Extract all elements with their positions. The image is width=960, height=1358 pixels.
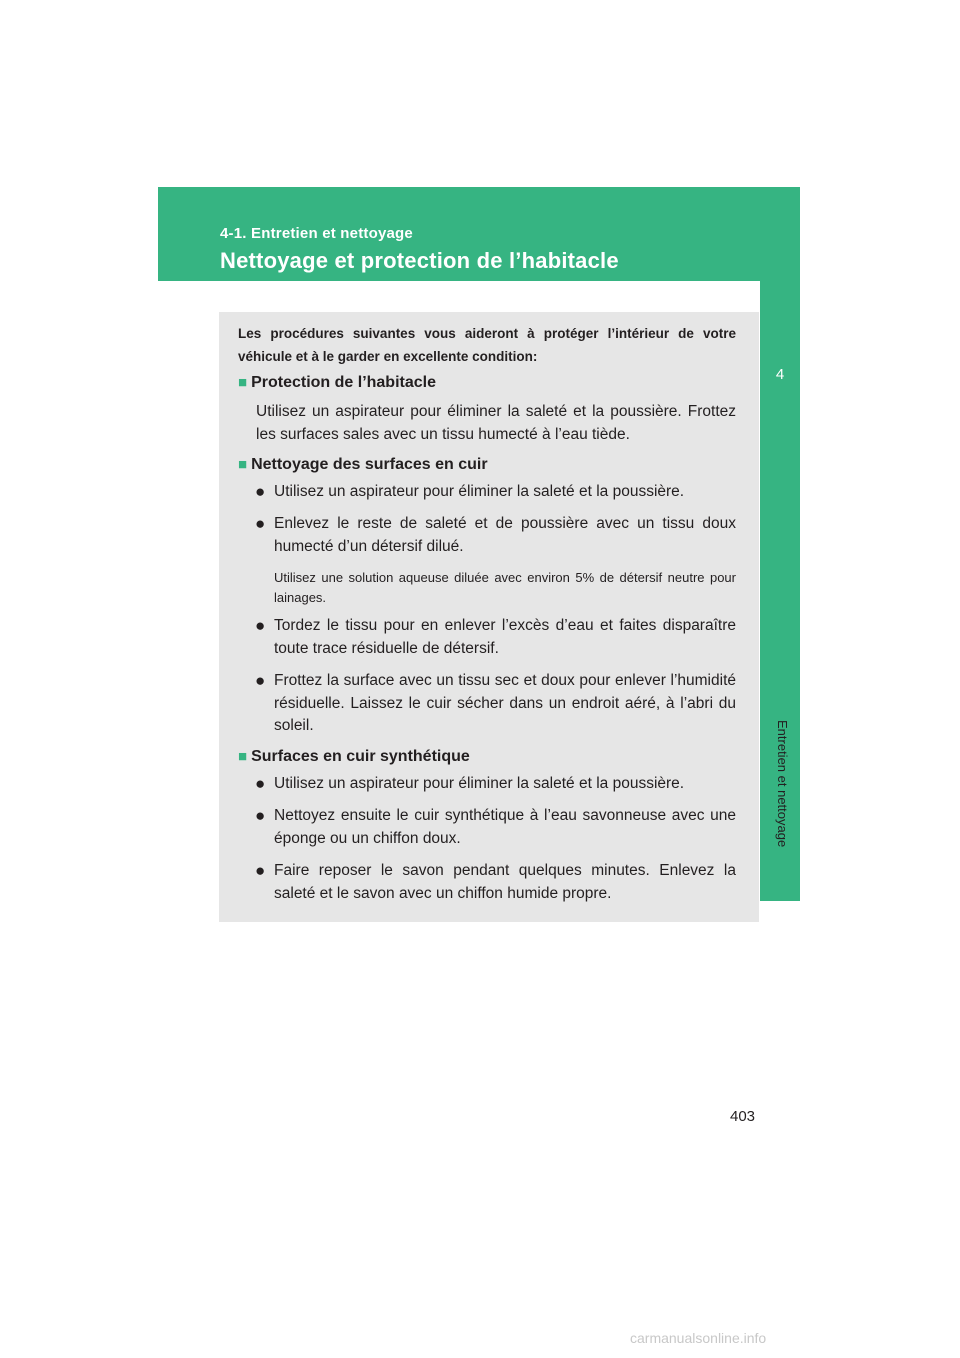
bullet-icon: ●: [255, 671, 266, 690]
section-paragraph: Utilisez un aspirateur pour éliminer la saleté et la poussière. Frottez les surfaces sales avec un tissu humecté à l’eau tiède.: [256, 403, 736, 443]
section-heading-text: Nettoyage des surfaces en cuir: [251, 456, 488, 473]
list-item: ● Faire reposer le savon pendant quelques minutes. Enlevez la saleté et le savon avec un chiffon humide propre.: [255, 861, 736, 902]
square-bullet-icon: ■: [238, 456, 248, 473]
section-heading-synthetic: [238, 748, 470, 766]
list-item: ● Utilisez un aspirateur pour éliminer la saleté et la poussière.: [255, 481, 736, 504]
bullet-icon: ●: [255, 774, 266, 793]
page-title: Nettoyage et protection de l’habitacle: [220, 248, 619, 273]
watermark: carmanualsonline.info: [630, 1330, 767, 1346]
leather-note: Utilisez une solution aqueuse diluée avec environ 5% de détersif neutre pour lainages.: [274, 570, 736, 605]
square-bullet-icon: ■: [238, 748, 248, 765]
bullet-icon: ●: [255, 482, 266, 501]
intro-text: Les procédures suivantes vous aideront à protéger l’intérieur de votre véhicule et à le garder en excellente condition:: [238, 326, 736, 364]
bullet-icon: ●: [255, 806, 266, 825]
section-label: 4-1. Entretien et nettoyage: [220, 225, 413, 242]
section-heading-text: Protection de l’habitacle: [251, 374, 436, 391]
section-heading-text: Surfaces en cuir synthétique: [251, 748, 470, 765]
chapter-side-label: Entretien et nettoyage: [775, 720, 790, 848]
chapter-header: [158, 187, 800, 281]
square-bullet-icon: ■: [238, 374, 248, 391]
list-item: ● Nettoyez ensuite le cuir synthétique à l’eau savonneuse avec une éponge ou un chiffon doux.: [255, 806, 736, 847]
section-heading-leather: [238, 456, 488, 474]
content-box: [219, 312, 759, 922]
bullet-icon: ●: [255, 616, 266, 635]
chapter-number: 4: [775, 366, 785, 383]
list-item: ● Utilisez un aspirateur pour éliminer la saleté et la poussière.: [255, 773, 736, 796]
list-item: ● Frottez la surface avec un tissu sec et doux pour enlever l’humidité résiduelle. Laissez le cuir sécher dans un endroit aéré, à l’abri du soleil.: [255, 671, 736, 734]
section-heading-protection: [238, 374, 436, 392]
bullet-icon: ●: [255, 514, 266, 533]
list-item: ● Tordez le tissu pour en enlever l’excès d’eau et faites disparaître toute trace résiduelle de détersif.: [255, 616, 736, 657]
list-item: ● Enlevez le reste de saleté et de poussière avec un tissu doux humecté d’un détersif dilué.: [255, 514, 736, 555]
page-number: 403: [730, 1108, 756, 1125]
bullet-icon: ●: [255, 861, 266, 880]
